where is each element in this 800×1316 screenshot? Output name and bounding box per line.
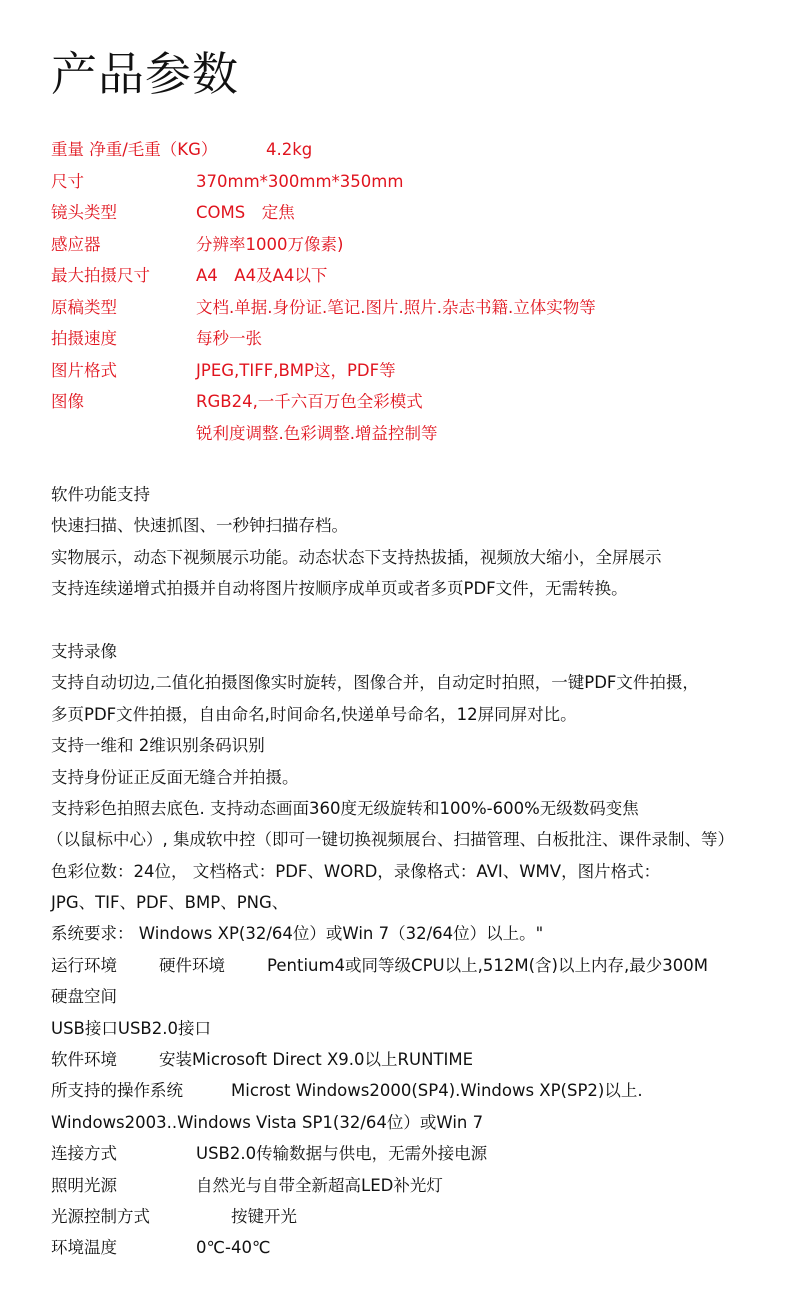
spec-value: COMS 定焦: [196, 203, 295, 222]
spec-label: 原稿类型: [51, 297, 117, 317]
spec-row-image: [51, 386, 791, 418]
spec-value: 370mm*300mm*350mm: [196, 171, 404, 191]
spec-label: 图像: [51, 392, 84, 411]
recording-heading: 支持录像: [51, 641, 117, 661]
software-line: 支持连续递增式拍摄并自动将图片按顺序成单页或者多页PDF文件，无需转换。: [51, 579, 628, 599]
os-row: [51, 1075, 796, 1106]
spec-value: 文档.单据.身份证.笔记.图片.照片.杂志书籍.立体实物等: [196, 297, 596, 317]
software-line: 实物展示，动态下视频展示功能。动态状态下支持热拔插，视频放大缩小，全屏展示: [51, 547, 662, 567]
spec-row-sensor: [51, 229, 791, 261]
runtime-row: [51, 950, 796, 981]
hardware-cont: 硬盘空间: [51, 987, 117, 1007]
light-control-value: 按键开光: [231, 1206, 297, 1226]
spec-label: 最大拍摄尺寸: [51, 266, 150, 285]
light-row: [51, 1170, 796, 1201]
spec-row-speed: [51, 323, 791, 355]
spec-label: 镜头类型: [51, 203, 117, 222]
recording-line: 多页PDF文件拍摄，自由命名,时间命名,快递单号命名，12屏同屏对比。: [51, 704, 577, 724]
spec-value: RGB24,一千六百万色全彩模式: [196, 392, 423, 411]
light-control-row: [51, 1201, 796, 1232]
spec-label: 图片格式: [51, 360, 117, 380]
light-value: 自然光与自带全新超高LED补光灯: [196, 1175, 443, 1195]
hardware-value: Pentium4或同等级CPU以上,512M(含)以上内存,最少300M: [267, 955, 708, 975]
spec-value: JPEG,TIFF,BMP这，PDF等: [196, 360, 396, 380]
spec-row-weight: [51, 134, 791, 166]
spec-value: A4 A4及A4以下: [196, 266, 328, 285]
recording-line: 支持自动切边,二值化拍摄图像实时旋转，图像合并，自动定时拍照，一键PDF文件拍摄，: [51, 673, 699, 693]
runtime-label: 运行环境: [51, 955, 117, 975]
os-label: 所支持的操作系统: [51, 1081, 183, 1101]
spec-label: 感应器: [51, 234, 101, 254]
spec-value: 每秒一张: [196, 329, 262, 348]
spec-table: [51, 134, 791, 449]
connect-row: [51, 1138, 796, 1169]
spec-row-max-size: [51, 260, 791, 292]
light-control-label: 光源控制方式: [51, 1206, 150, 1226]
spec-row-image-format: [51, 355, 791, 387]
feature-description: [47, 479, 796, 1264]
recording-line: 支持身份证正反面无缝合并拍摄。: [51, 767, 299, 787]
os-value: Microst Windows2000(SP4).Windows XP(SP2)以上.: [231, 1081, 643, 1101]
hardware-label: 硬件环境: [159, 955, 225, 975]
spec-value: 分辨率1000万像素): [196, 234, 344, 254]
software-heading: 软件功能支持: [51, 485, 150, 504]
recording-line: 色彩位数：24位， 文档格式：PDF、WORD，录像格式：AVI、WMV，图片格式：: [51, 861, 661, 881]
recording-line: JPG、TIF、PDF、BMP、PNG、: [51, 893, 289, 913]
software-env-value: 安装Microsoft Direct X9.0以上RUNTIME: [159, 1050, 474, 1070]
spacer: [51, 605, 796, 636]
usb-line: USB接口USB2.0接口: [51, 1018, 211, 1038]
temperature-value: 0℃-40℃: [196, 1238, 271, 1258]
recording-line: 支持一维和 2维识别条码识别: [51, 736, 265, 756]
spec-value: 锐利度调整.色彩调整.增益控制等: [196, 423, 438, 443]
recording-line: 系统要求： Windows XP(32/64位）或Win 7（32/64位）以上。": [51, 924, 544, 944]
spec-row-lens: [51, 197, 791, 229]
temperature-label: 环境温度: [51, 1238, 117, 1258]
light-label: 照明光源: [51, 1175, 117, 1195]
spec-label: 重量 净重/毛重（KG）: [51, 140, 218, 159]
page-title: 产品参数: [51, 47, 239, 101]
spec-row-image-cont: [51, 418, 791, 450]
temperature-row: [51, 1232, 796, 1263]
os-cont: Windows2003..Windows Vista SP1(32/64位）或Win 7: [51, 1112, 484, 1132]
recording-line: 支持彩色拍照去底色. 支持动态画面360度无级旋转和100%-600%无级数码变焦: [51, 798, 639, 818]
software-line: 快速扫描、快速抓图、一秒钟扫描存档。: [51, 516, 348, 536]
connect-value: USB2.0传输数据与供电，无需外接电源: [196, 1144, 488, 1164]
software-env-row: [51, 1044, 796, 1075]
connect-label: 连接方式: [51, 1144, 117, 1164]
software-env-label: 软件环境: [51, 1050, 117, 1070]
spec-label: 尺寸: [51, 171, 84, 191]
recording-line: （以鼠标中心）, 集成软中控（即可一键切换视频展台、扫描管理、白板批注、课件录制、等）: [47, 830, 734, 850]
spec-value: 4.2kg: [266, 140, 313, 159]
spec-label: 拍摄速度: [51, 329, 117, 348]
spec-row-size: [51, 166, 791, 198]
spec-row-original-type: [51, 292, 791, 324]
